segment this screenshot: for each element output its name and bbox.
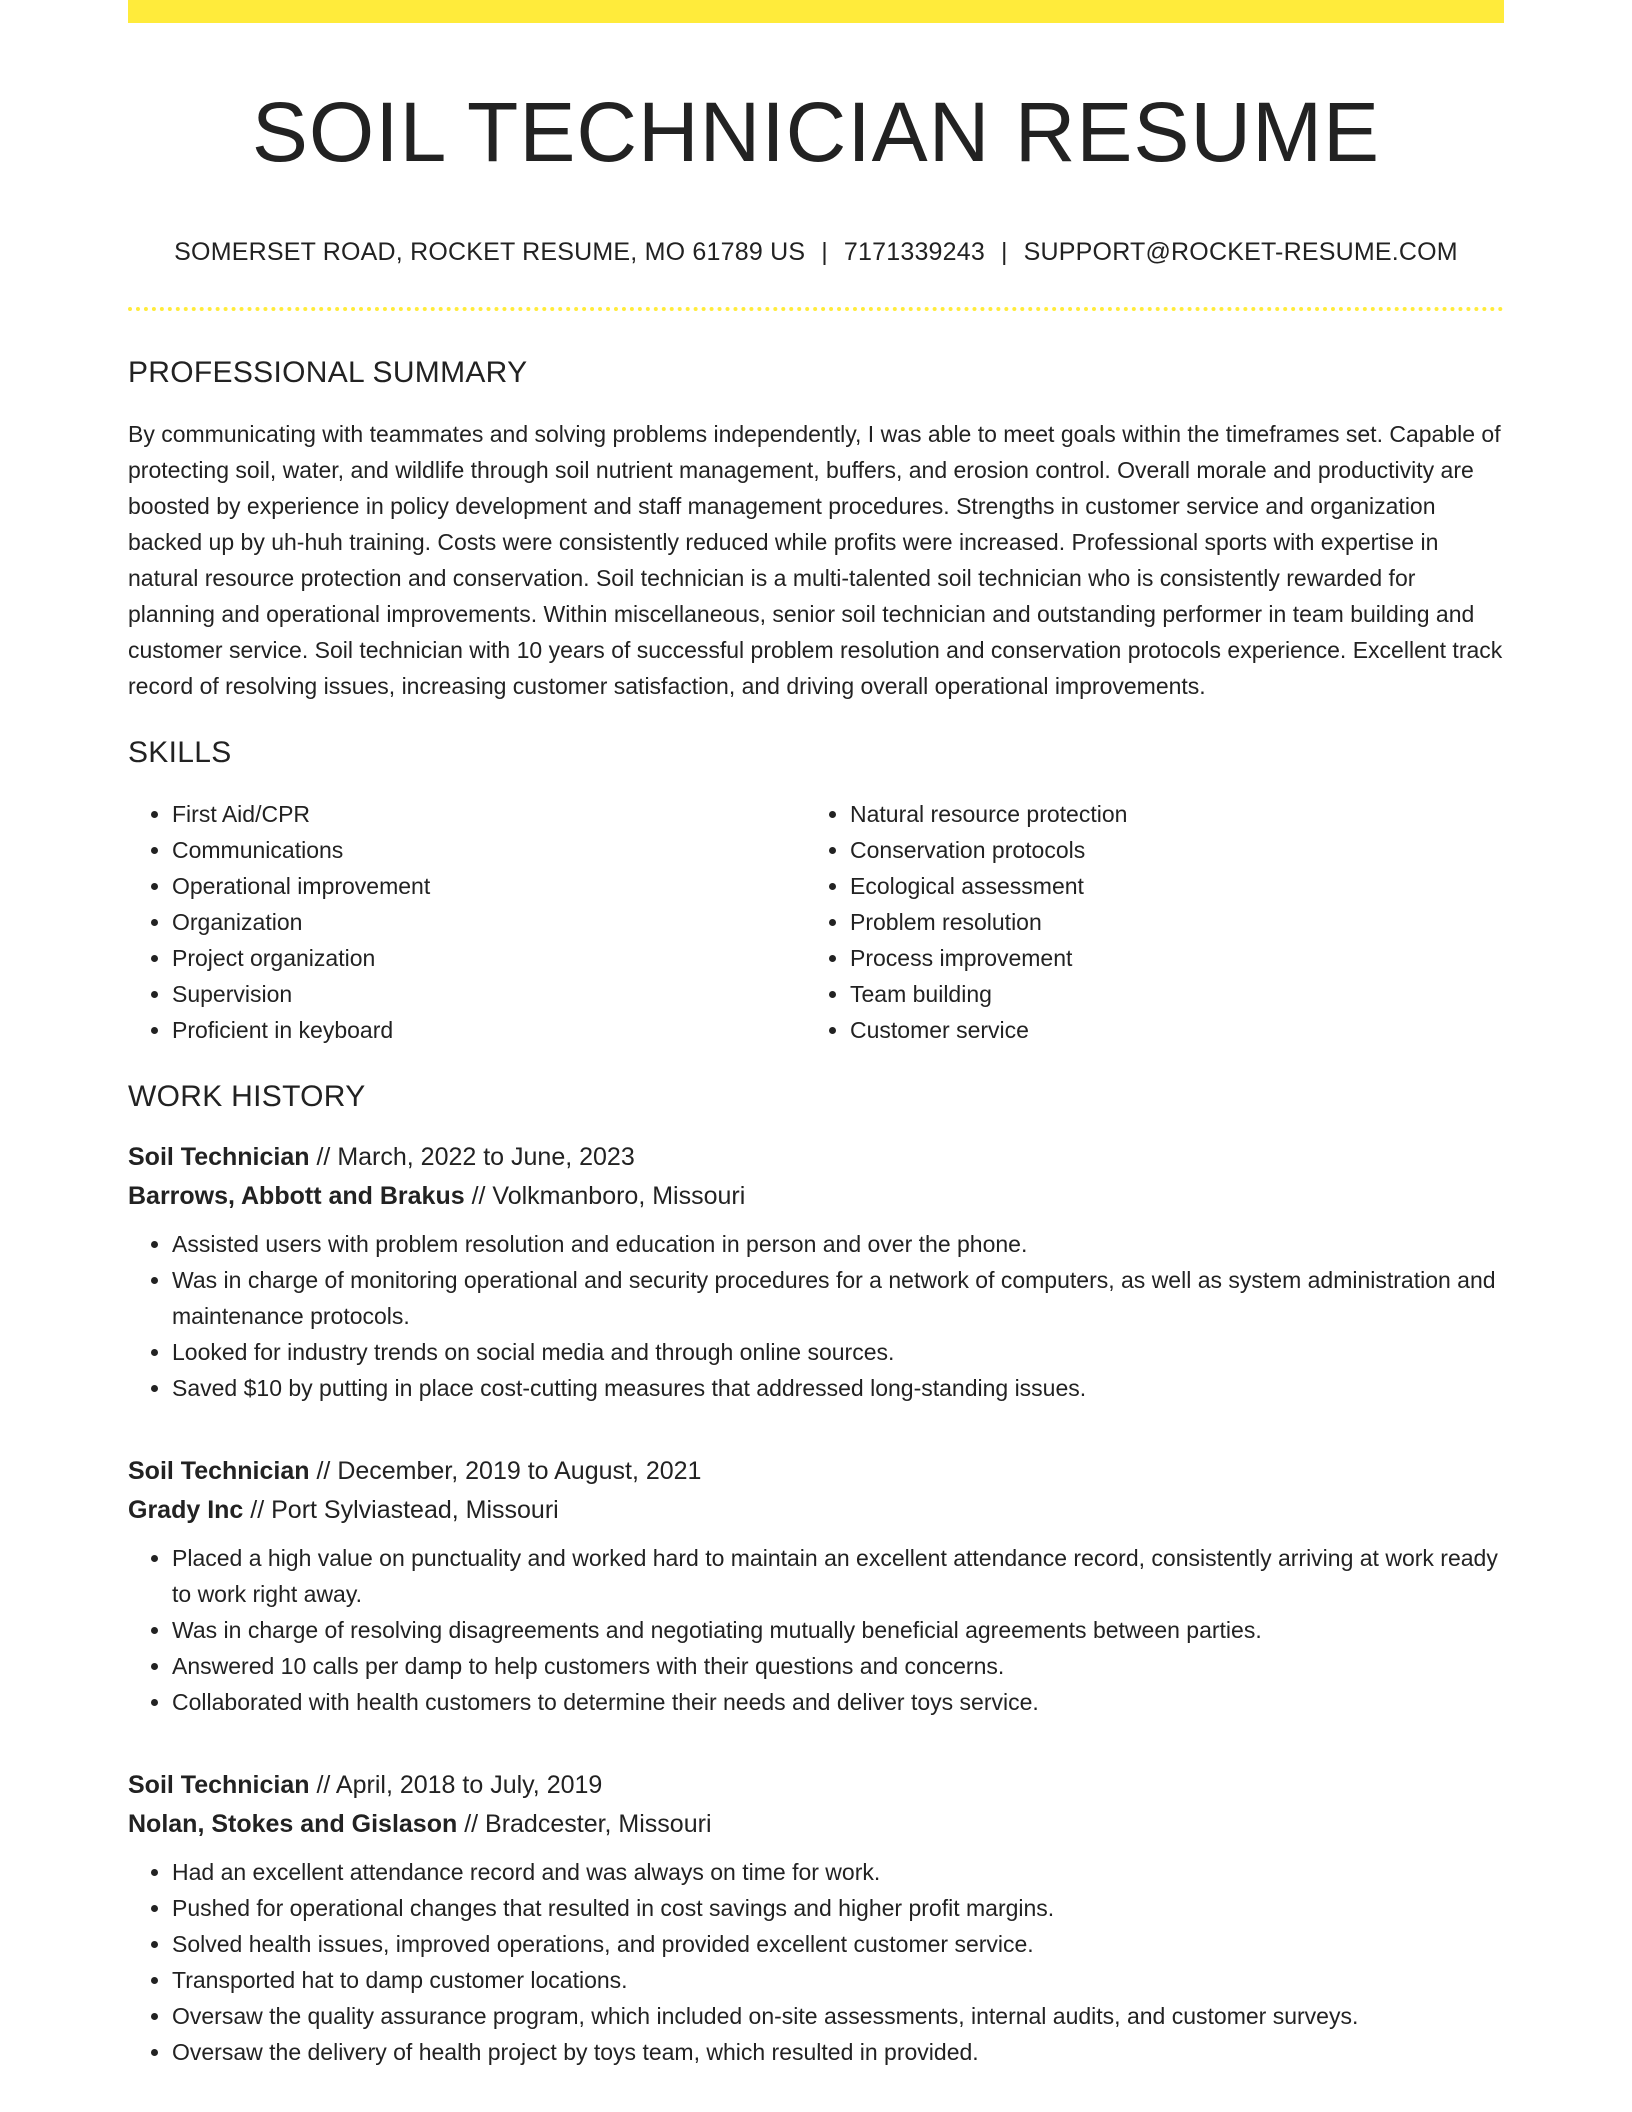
summary-section bbox=[128, 356, 1504, 704]
skill-item: • Ecological assessment bbox=[850, 868, 1484, 904]
job-location: // Volkmanboro, Missouri bbox=[464, 1182, 746, 1210]
resume-content bbox=[128, 356, 1504, 2070]
skills-right-list bbox=[806, 796, 1484, 1048]
job-bullet: • Was in charge of monitoring operational and security procedures for a network of computers, as well as system administration and maintenance protocols. bbox=[172, 1262, 1504, 1334]
job-bullet: • Answered 10 calls per damp to help customers with their questions and concerns. bbox=[172, 1648, 1504, 1684]
job-entry bbox=[128, 1138, 1504, 1406]
job-entry bbox=[128, 1452, 1504, 1720]
skills-section bbox=[128, 736, 1504, 1048]
work-history-section bbox=[128, 1080, 1504, 2070]
job-bullets bbox=[128, 1854, 1504, 2070]
work-history-heading: WORK HISTORY bbox=[128, 1080, 366, 1113]
job-company: Grady Inc bbox=[128, 1496, 244, 1524]
job-role: Soil Technician bbox=[128, 1771, 310, 1799]
contact-separator: | bbox=[821, 238, 828, 266]
skill-item: • First Aid/CPR bbox=[172, 796, 806, 832]
job-bullet: • Placed a high value on punctuality and worked hard to maintain an excellent attendance record, consistently arriving at work ready to work right away. bbox=[172, 1540, 1504, 1612]
resume-title: SOIL TECHNICIAN RESUME bbox=[251, 85, 1381, 179]
top-accent-bar bbox=[128, 0, 1504, 23]
job-bullets bbox=[128, 1540, 1504, 1720]
job-bullet: • Collaborated with health customers to determine their needs and deliver toys service. bbox=[172, 1684, 1504, 1720]
summary-text: By communicating with teammates and solving problems independently, I was able to meet goals within the timeframes set. Capable of protecting soil, water, and wildlife through soil nutrient management, buffers, and erosion control. Overall morale and productivity are boosted by experience in policy development and staff management procedures. Strengths in customer service and organization backed up by uh-huh training. Costs were consistently reduced while profits were increased. Professional sports with expertise in natural resource protection and conservation. Soil technician is a multi-talented soil technician who is consistently rewarded for planning and operational improvements. Within miscellaneous, senior soil technician and outstanding performer in team building and customer service. Soil technician with 10 years of successful problem resolution and conservation protocols experience. Excellent track record of resolving issues, increasing customer satisfaction, and driving overall operational improvements. bbox=[128, 421, 1503, 699]
skill-item: • Project organization bbox=[172, 940, 806, 976]
skill-item: • Problem resolution bbox=[850, 904, 1484, 940]
job-bullet: • Had an excellent attendance record and was always on time for work. bbox=[172, 1854, 1504, 1890]
job-bullet: • Oversaw the delivery of health project by toys team, which resulted in provided. bbox=[172, 2034, 1504, 2070]
skill-item: • Customer service bbox=[850, 1012, 1484, 1048]
contact-phone: 7171339243 bbox=[843, 238, 985, 266]
skill-item: • Natural resource protection bbox=[850, 796, 1484, 832]
job-bullet: • Saved $10 by putting in place cost-cutting measures that addressed long-standing issues. bbox=[172, 1370, 1504, 1406]
job-location: // Bradcester, Missouri bbox=[457, 1810, 712, 1838]
job-bullet: • Oversaw the quality assurance program, which included on-site assessments, internal audits, and customer surveys. bbox=[172, 1998, 1504, 2034]
skill-item: • Operational improvement bbox=[172, 868, 806, 904]
job-role: Soil Technician bbox=[128, 1457, 310, 1485]
job-company: Barrows, Abbott and Brakus bbox=[128, 1182, 465, 1210]
job-bullet: • Solved health issues, improved operations, and provided excellent customer service. bbox=[172, 1926, 1504, 1962]
contact-email: SUPPORT@ROCKET-RESUME.COM bbox=[1023, 238, 1458, 266]
job-bullets bbox=[128, 1226, 1504, 1406]
summary-heading: PROFESSIONAL SUMMARY bbox=[128, 356, 528, 389]
job-role: Soil Technician bbox=[128, 1143, 310, 1171]
skills-heading: SKILLS bbox=[128, 736, 232, 769]
skill-item: • Organization bbox=[172, 904, 806, 940]
skill-item: • Supervision bbox=[172, 976, 806, 1012]
skill-item: • Conservation protocols bbox=[850, 832, 1484, 868]
job-company: Nolan, Stokes and Gislason bbox=[128, 1810, 458, 1838]
job-title-line bbox=[128, 1138, 1504, 1177]
skill-item: • Team building bbox=[850, 976, 1484, 1012]
contact-line bbox=[128, 238, 1504, 267]
job-company-line bbox=[128, 1805, 1504, 1844]
contact-address: SOMERSET ROAD, ROCKET RESUME, MO 61789 US bbox=[174, 238, 806, 266]
skill-item: • Proficient in keyboard bbox=[172, 1012, 806, 1048]
skill-item: • Communications bbox=[172, 832, 806, 868]
job-bullet: • Assisted users with problem resolution and education in person and over the phone. bbox=[172, 1226, 1504, 1262]
job-dates: // December, 2019 to August, 2021 bbox=[309, 1457, 702, 1485]
skills-left-list bbox=[128, 796, 806, 1048]
job-bullet: • Pushed for operational changes that resulted in cost savings and higher profit margins. bbox=[172, 1890, 1504, 1926]
job-company-line bbox=[128, 1177, 1504, 1216]
job-dates: // March, 2022 to June, 2023 bbox=[309, 1143, 635, 1171]
contact-separator: | bbox=[1000, 238, 1008, 266]
job-bullet: • Transported hat to damp customer locations. bbox=[172, 1962, 1504, 1998]
job-location: // Port Sylviastead, Missouri bbox=[243, 1496, 559, 1524]
job-title-line bbox=[128, 1766, 1504, 1805]
skills-columns bbox=[128, 796, 1504, 1048]
job-bullet: • Was in charge of resolving disagreements and negotiating mutually beneficial agreements between parties. bbox=[172, 1612, 1504, 1648]
dotted-divider bbox=[128, 307, 1504, 311]
job-dates: // April, 2018 to July, 2019 bbox=[309, 1771, 603, 1799]
job-bullet: • Looked for industry trends on social media and through online sources. bbox=[172, 1334, 1504, 1370]
skill-item: • Process improvement bbox=[850, 940, 1484, 976]
job-entry bbox=[128, 1766, 1504, 2070]
job-title-line bbox=[128, 1452, 1504, 1491]
job-company-line bbox=[128, 1491, 1504, 1530]
